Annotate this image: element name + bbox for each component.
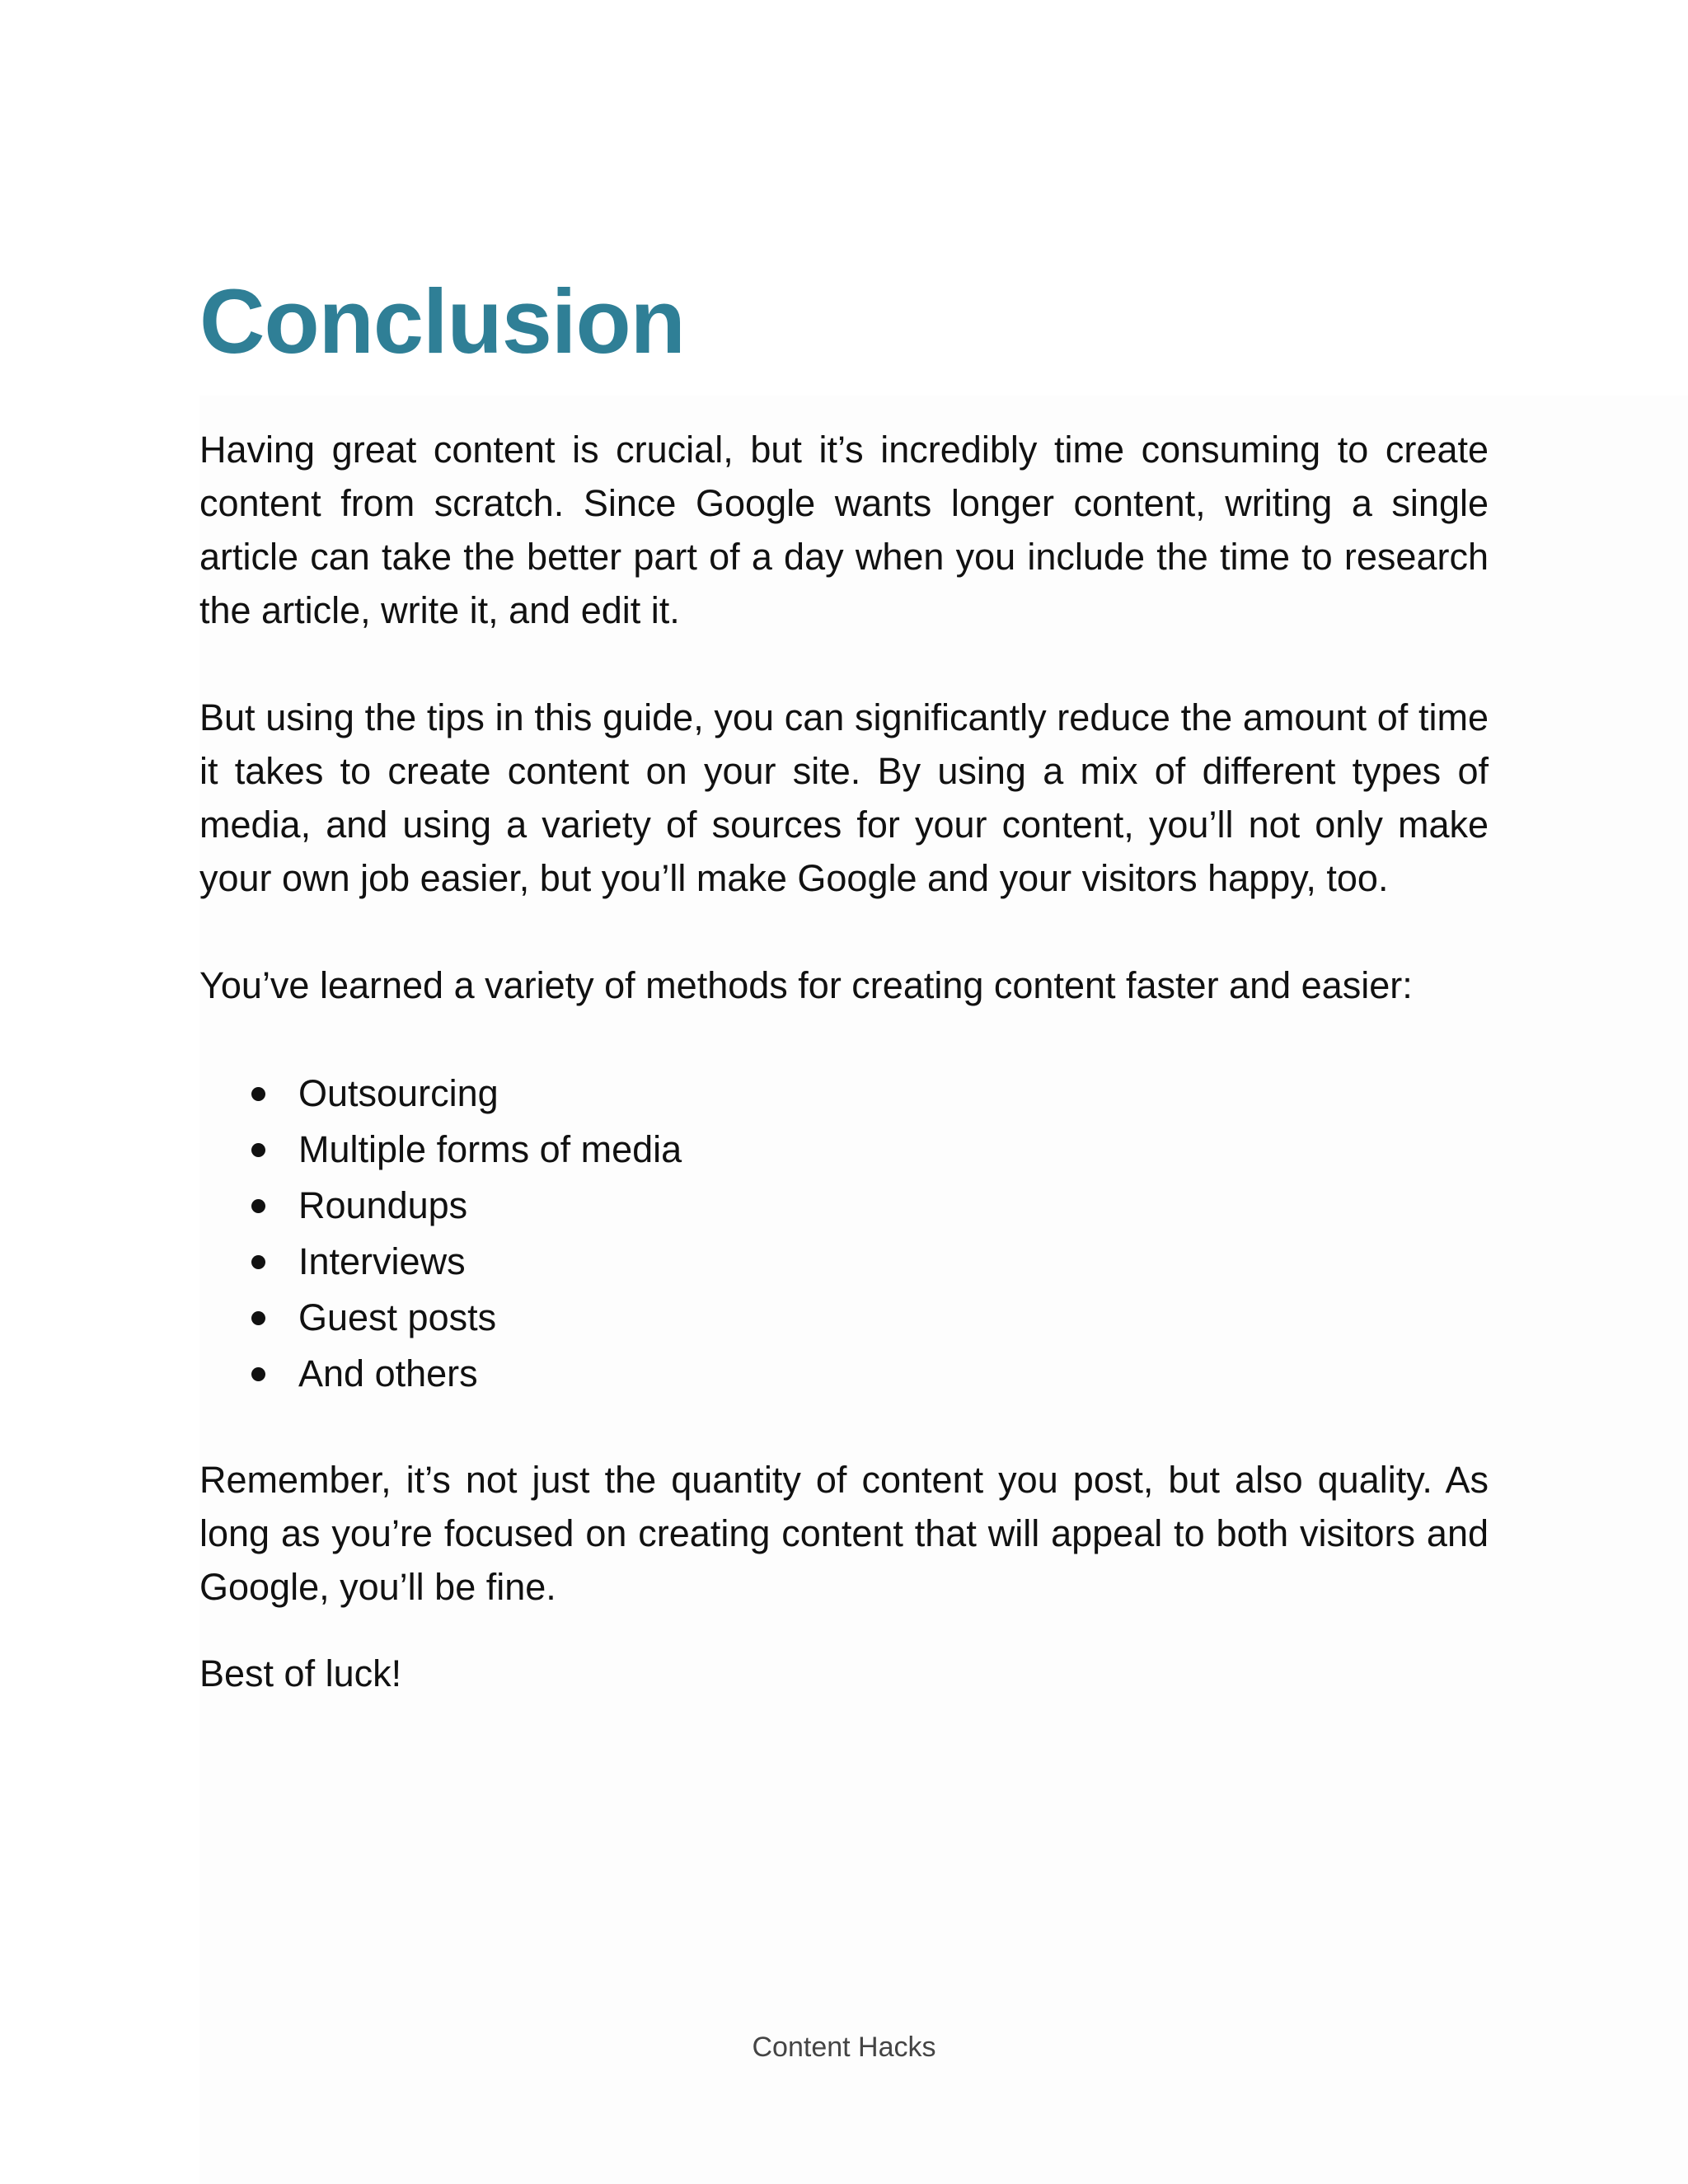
list-item-label: Guest posts [298,1296,497,1338]
bullet-icon [251,1367,265,1381]
methods-intro-paragraph: You’ve learned a variety of methods for creating content faster and easier: [199,964,1413,1006]
list-item [199,1178,1489,1234]
tips-paragraph: But using the tips in this guide, you can significantly reduce the amount of time it takes to create content on your site. By using a mix of different types of media, and using a variety of sources for your content, you’ll not only make your own job easier, but you’ll make Google and your visitors happy, too. [199,696,1489,899]
intro-paragraph: Having great content is crucial, but it’s incredibly time consuming to create content from scratch. Since Google wants longer content, writing a single article can take the better part of a day when you include the time to research the article, write it, and edit it. [199,429,1489,631]
page-footer: Content Hacks [752,2032,936,2063]
list-item-label: Roundups [298,1184,468,1226]
list-item [199,1122,1489,1178]
bullet-icon [251,1087,265,1101]
bullet-icon [251,1311,265,1325]
list-item-label: Interviews [298,1240,466,1282]
bullet-icon [251,1143,265,1157]
bullet-icon [251,1255,265,1269]
list-item [199,1290,1489,1346]
list-item [199,1066,1489,1122]
bullet-icon [251,1199,265,1213]
document-body [199,272,1489,1700]
list-item-label: Outsourcing [298,1072,499,1114]
list-item [199,1234,1489,1290]
sign-off: Best of luck! [199,1652,402,1694]
methods-list [199,1066,1489,1402]
closing-paragraph: Remember, it’s not just the quantity of content you post, but also quality. As long as you’re focused on creating content that will appeal to both visitors and Google, you’ll be fine. [199,1459,1489,1608]
list-item-label: Multiple forms of media [298,1128,682,1170]
list-item-label: And others [298,1352,478,1394]
list-item [199,1346,1489,1402]
page-title: Conclusion [199,271,685,373]
